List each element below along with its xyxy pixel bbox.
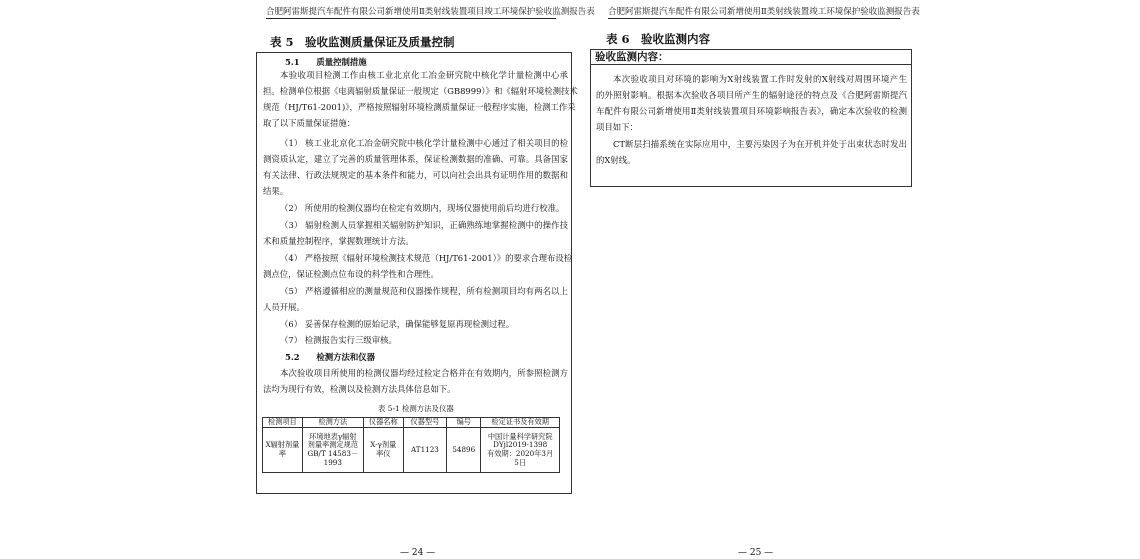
method-line: 法均为现行有效，检测以及检测方法具体信息如下。: [263, 384, 456, 394]
page-number: — 24 —: [400, 548, 436, 558]
section-heading-5-1: 5.1 质量控制措施: [285, 57, 367, 67]
cell-number: 54896: [447, 428, 481, 473]
measure-line: 结果。: [263, 186, 289, 196]
table-header-row: [263, 418, 560, 428]
measure-line: （5） 严格遵循相应的测量规范和仪器操作规程，所有检测项目均有两名以上: [280, 286, 568, 296]
cell-model: AT1123: [403, 428, 447, 473]
left-page: [256, 0, 595, 559]
cell-line: 中国计量科学研究院: [487, 431, 553, 441]
measure-line: 测资质认定，建立了完善的质量管理体系，保证检测数据的准确、可靠。具备国家: [263, 154, 568, 164]
measure-line: （2） 所使用的检测仪器均在检定有效期内，现场仪器使用前后均进行校准。: [280, 203, 565, 213]
box-header: 验收监测内容：: [591, 50, 911, 65]
intro-line: 规范（HJ/T61-2001)》，严格按照辐射环境检测质量保证一般程序实施，检测工作采: [263, 102, 576, 112]
header-cell: 仪器型号: [403, 418, 447, 428]
content-line: 车配件有限公司新增使用Ⅱ类射线装置项目环境影响报告表》，确定本次验收的检测: [596, 106, 907, 116]
measure-line: （1） 核工业北京化工冶金研究院中核化学计量检测中心通过了相关项目的检: [280, 138, 568, 148]
measure-line: （6） 妥善保存检测的原始记录，确保能够复原再现检测过程。: [280, 319, 515, 329]
cell-line: 环境地表γ辐射: [309, 431, 357, 441]
measure-line: （3） 辐射检测人员掌握相关辐射防护知识，正确熟练地掌握检测中的操作技: [280, 220, 568, 230]
header-cell: 检定证书及有效期: [481, 418, 560, 428]
monitoring-content-box: [590, 49, 912, 187]
header-cell: 检测方法: [302, 418, 363, 428]
intro-line: 本验收项目检测工作由核工业北京化工冶金研究院中核化学计量检测中心承: [280, 70, 568, 80]
measure-line: 术和质量控制程序，掌握数理统计方法。: [263, 236, 414, 246]
method-line: 本次验收项目所使用的检测仪器均经过检定合格并在有效期内，所参照检测方: [280, 368, 568, 378]
cell-line: 有效期：2020年3月: [487, 449, 554, 458]
content-line: 本次验收项目对环境的影响为X射线装置工作时发射的X射线对周围环境产生: [613, 74, 907, 84]
header-cell: 仪器名称: [363, 418, 403, 428]
measure-line: 测点位，保证检测点位布设的科学性和合理性。: [263, 269, 439, 279]
cell-instrument: [363, 428, 403, 473]
content-line: 的外照射影响。根据本次验收各项目所产生的辐射途径的特点及《合肥阿雷斯提汽: [596, 90, 907, 100]
cell-line: 5日: [514, 457, 527, 467]
measure-line: 有关法律、行政法规规定的基本条件和能力，可以向社会出具有证明作用的数据和: [263, 170, 568, 180]
table-caption: 表 5-1 检测方法及仪器: [378, 404, 454, 413]
content-line: CT断层扫描系统在实际应用中，主要污染因子为在开机并处于出束状态时发出: [613, 139, 907, 149]
method-table: [262, 417, 560, 473]
cell-method: [302, 428, 363, 473]
running-header: 合肥阿雷斯提汽车配件有限公司新增使用Ⅱ类射线装置竣工环境保护验收监测报告表: [608, 7, 920, 17]
content-line: 的X射线。: [596, 155, 636, 165]
measure-line: 人员开展。: [263, 302, 305, 312]
cell-line: 率仪: [376, 449, 391, 458]
quality-control-box: [256, 52, 578, 494]
content-line: 项目如下：: [596, 122, 638, 132]
intro-line: 担。检测单位根据《电离辐射质量保证一般规定（GB8999）》和《辐射环境检测技术: [263, 86, 578, 96]
header-cell: 编号: [447, 418, 481, 428]
right-page: [590, 0, 920, 559]
cell-line: DYjl2019-1398: [493, 440, 548, 450]
intro-line: 取了以下质量保证措施：: [263, 118, 356, 128]
cell-item: X辐射剂量率: [263, 428, 303, 473]
cell-line: GB/T 14583－: [307, 449, 359, 458]
section-heading-5-2: 5.2 检测方法和仪器: [285, 352, 375, 362]
running-header: 合肥阿雷斯提汽车配件有限公司新增使用Ⅱ类射线装置项目竣工环境保护验收监测报告表: [266, 7, 595, 17]
measure-line: （7） 检测报告实行三级审核。: [280, 335, 397, 345]
table-row: [263, 428, 560, 473]
page-number: — 25 —: [738, 548, 774, 558]
measure-line: （4） 严格按照《辐射环境检测技术规范（HJ/T61-2001）》的要求合理布设检: [280, 253, 573, 263]
cell-certificate: [481, 428, 560, 473]
cell-line: X-γ剂量: [370, 440, 397, 450]
header-cell: 检测项目: [263, 418, 303, 428]
cell-line: 1993: [323, 457, 342, 467]
cell-line: 剂量率测定规范: [307, 440, 358, 450]
table-title: 表 6 验收监测内容: [606, 32, 711, 46]
table-title: 表 5 验收监测质量保证及质量控制: [270, 35, 455, 49]
